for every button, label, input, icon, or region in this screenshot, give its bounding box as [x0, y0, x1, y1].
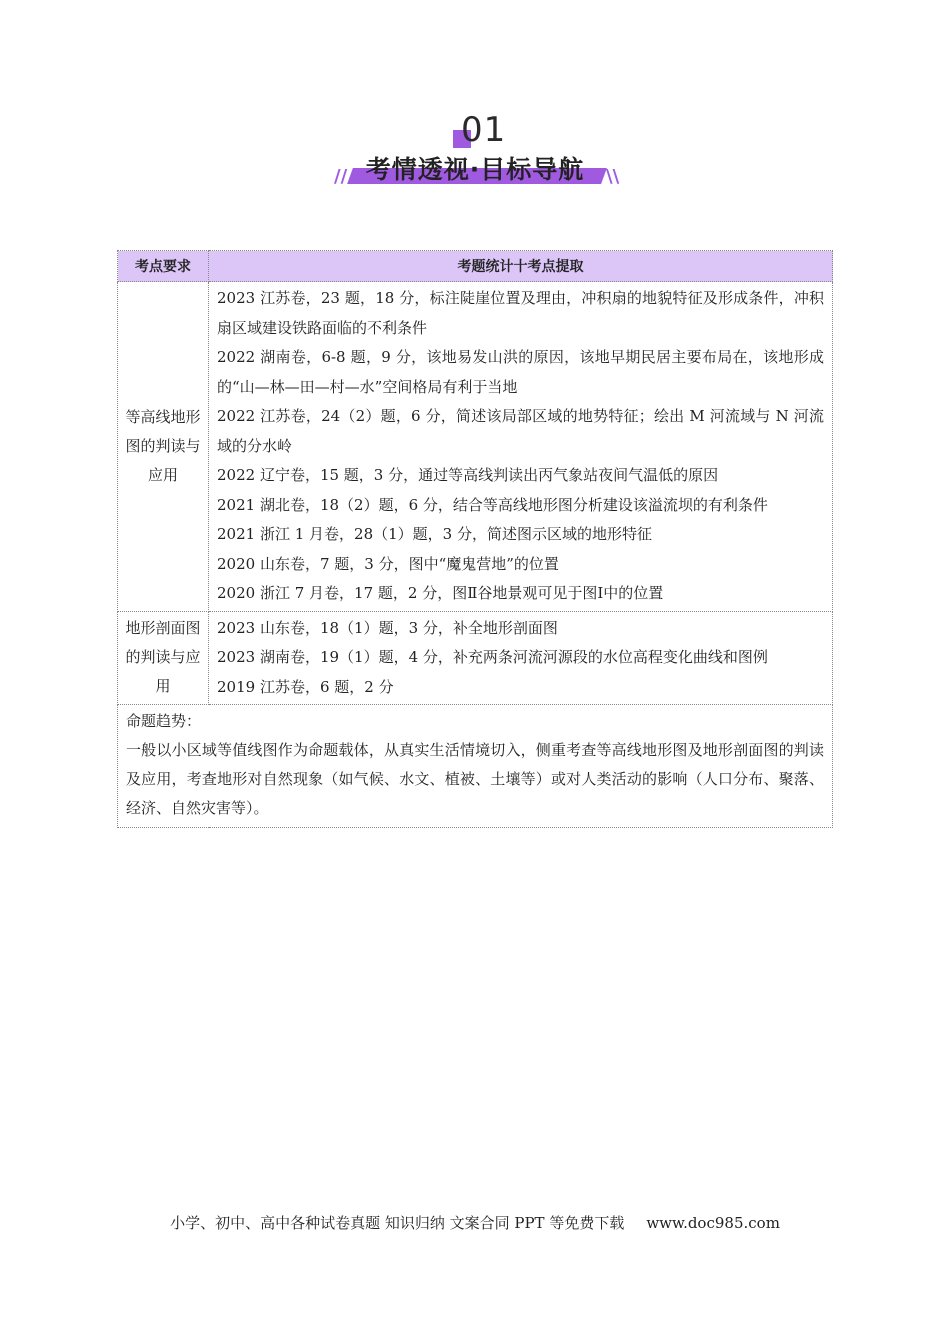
- left-slash-decoration: //: [334, 166, 348, 187]
- exam-analysis-table: [117, 250, 833, 828]
- page-footer: [0, 1212, 950, 1233]
- section-number-text: 01: [461, 110, 507, 150]
- list-item: 2023 江苏卷，23 题，18 分，标注陡崖位置及理由，冲积扇的地貌特征及形成条件，冲积扇区域建设铁路面临的不利条件: [217, 289, 824, 337]
- category-cell: 等高线地形图的判读与应用: [118, 282, 209, 612]
- right-slash-decoration: \\: [606, 166, 620, 187]
- list-item: 2023 湖南卷，19（1）题，4 分，补充两条河流河源段的水位高程变化曲线和图例: [217, 648, 768, 666]
- table-header-row: [118, 251, 833, 282]
- list-item: 2021 浙江 1 月卷，28（1）题，3 分，简述图示区域的地形特征: [217, 525, 652, 543]
- table-row: [118, 282, 833, 612]
- trend-label: 命题趋势：: [126, 712, 202, 730]
- list-item: 2022 辽宁卷，15 题，3 分，通过等高线判读出丙气象站夜间气温低的原因: [217, 466, 719, 484]
- items-cell: [209, 611, 833, 705]
- trend-text: 一般以小区域等值线图作为命题载体，从真实生活情境切入，侧重考查等高线地形图及地形剖面图的判读及应用，考查地形对自然现象（如气候、水文、植被、土壤等）或对人类活动的影响（人口分布、聚落、经济、自然灾害等）。: [126, 741, 824, 817]
- section-header: [0, 108, 950, 198]
- category-cell: 地形剖面图的判读与应用: [118, 611, 209, 705]
- list-item: 2020 山东卷，7 题，3 分，图中“魔鬼营地”的位置: [217, 554, 559, 573]
- items-cell: [209, 282, 833, 612]
- trend-cell: [118, 705, 833, 828]
- list-item: 2021 湖北卷，18（2）题，6 分，结合等高线地形图分析建设该溢流坝的有利条件: [217, 495, 768, 514]
- section-title: 考情透视·目标导航: [365, 155, 585, 184]
- list-item: 2019 江苏卷，6 题，2 分: [217, 677, 394, 696]
- list-item: 2020 浙江 7 月卷，17 题，2 分，图Ⅱ谷地景观可见于图Ⅰ中的位置: [217, 584, 664, 602]
- header-requirement: 考点要求: [118, 251, 209, 282]
- footer-url[interactable]: www.doc985.com: [646, 1214, 780, 1232]
- header-statistics: 考题统计十考点提取: [209, 251, 833, 282]
- list-item: 2022 江苏卷，24（2）题，6 分，简述该局部区域的地势特征；绘出 M 河流域与 N 河流域的分水岭: [217, 407, 824, 455]
- list-item: 2022 湖南卷，6-8 题，9 分，该地易发山洪的原因，该地早期民居主要布局在，该地形成的“山—林—田—村—水”空间格局有利于当地: [217, 348, 824, 396]
- trend-row: [118, 705, 833, 828]
- list-item: 2023 山东卷，18（1）题，3 分，补全地形剖面图: [217, 618, 558, 637]
- table-row: [118, 611, 833, 705]
- footer-text: 小学、初中、高中各种试卷真题 知识归纳 文案合同 PPT 等免费下载: [170, 1214, 625, 1232]
